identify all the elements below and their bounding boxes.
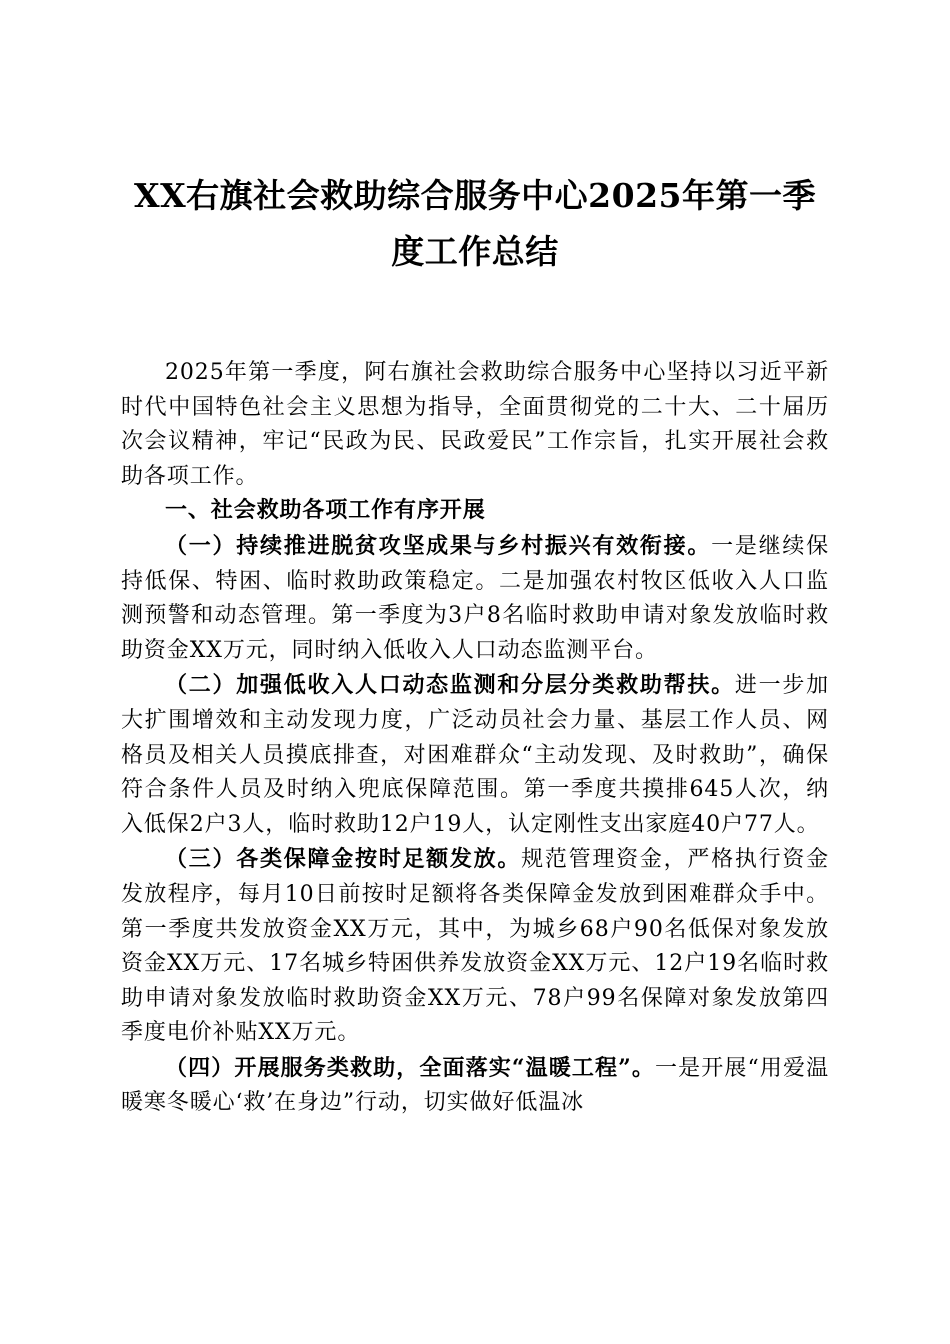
item-text-3: 规范管理资金，严格执行资金发放程序，每月10日前按时足额将各类保障金发放到困难群众手中。第一季度共发放资金XX万元，其中，为城乡68户90名低保对象发放资金XX万元、17名城乡特困供养发放资金XX万元、12户19名临时救助申请对象发放临时救助资金XX万元、78户99名保障对象发放第四季度电价补贴XX万元。	[121, 847, 829, 1046]
paragraph-item-4	[121, 1051, 829, 1121]
item-text-1: 一是继续保持低保、特困、临时救助政策稳定。二是加强农村牧区低收入人口监测预警和动态管理。第一季度为3户8名临时救助申请对象发放临时救助资金XX万元，同时纳入低收入人口动态监测平台。	[121, 533, 829, 663]
paragraph-item-3	[121, 842, 829, 1051]
document-body	[121, 356, 829, 1121]
item-heading-1: （一）持续推进脱贫攻坚成果与乡村振兴有效衔接。	[165, 532, 712, 559]
paragraph-item-1	[121, 529, 829, 668]
paragraph-item-2	[121, 668, 829, 842]
item-heading-3: （三）各类保障金按时足额发放。	[165, 846, 522, 873]
intro-paragraph: 2025年第一季度，阿右旗社会救助综合服务中心坚持以习近平新时代中国特色社会主义思想为指导，全面贯彻党的二十大、二十届历次会议精神，牢记“民政为民、民政爱民”工作宗旨，扎实开展社会救助各项工作。	[121, 360, 829, 489]
item-heading-4: （四）开展服务类救助，全面落实“温暖工程”。	[165, 1054, 655, 1081]
section-heading: 一、社会救助各项工作有序开展	[165, 498, 486, 524]
item-heading-2: （二）加强低收入人口动态监测和分层分类救助帮扶。	[165, 672, 735, 699]
item-text-4: 一是开展“用爱温暖寒冬暖心‘救’在身边”行动，切实做好低温冰	[121, 1055, 829, 1116]
item-text-2: 进一步加大扩围增效和主动发现力度，广泛动员社会力量、基层工作人员、网格员及相关人员摸底排查，对困难群众“主动发现、及时救助”，确保符合条件人员及时纳入兜底保障范围。第一季度共摸排645人次，纳入低保2户3人，临时救助12户19人，认定刚性支出家庭40户77人。	[121, 673, 829, 837]
title-line-2: 度工作总结	[391, 232, 559, 271]
document-title	[100, 168, 850, 280]
title-line-1: XX右旗社会救助综合服务中心2025年第一季	[133, 176, 817, 215]
